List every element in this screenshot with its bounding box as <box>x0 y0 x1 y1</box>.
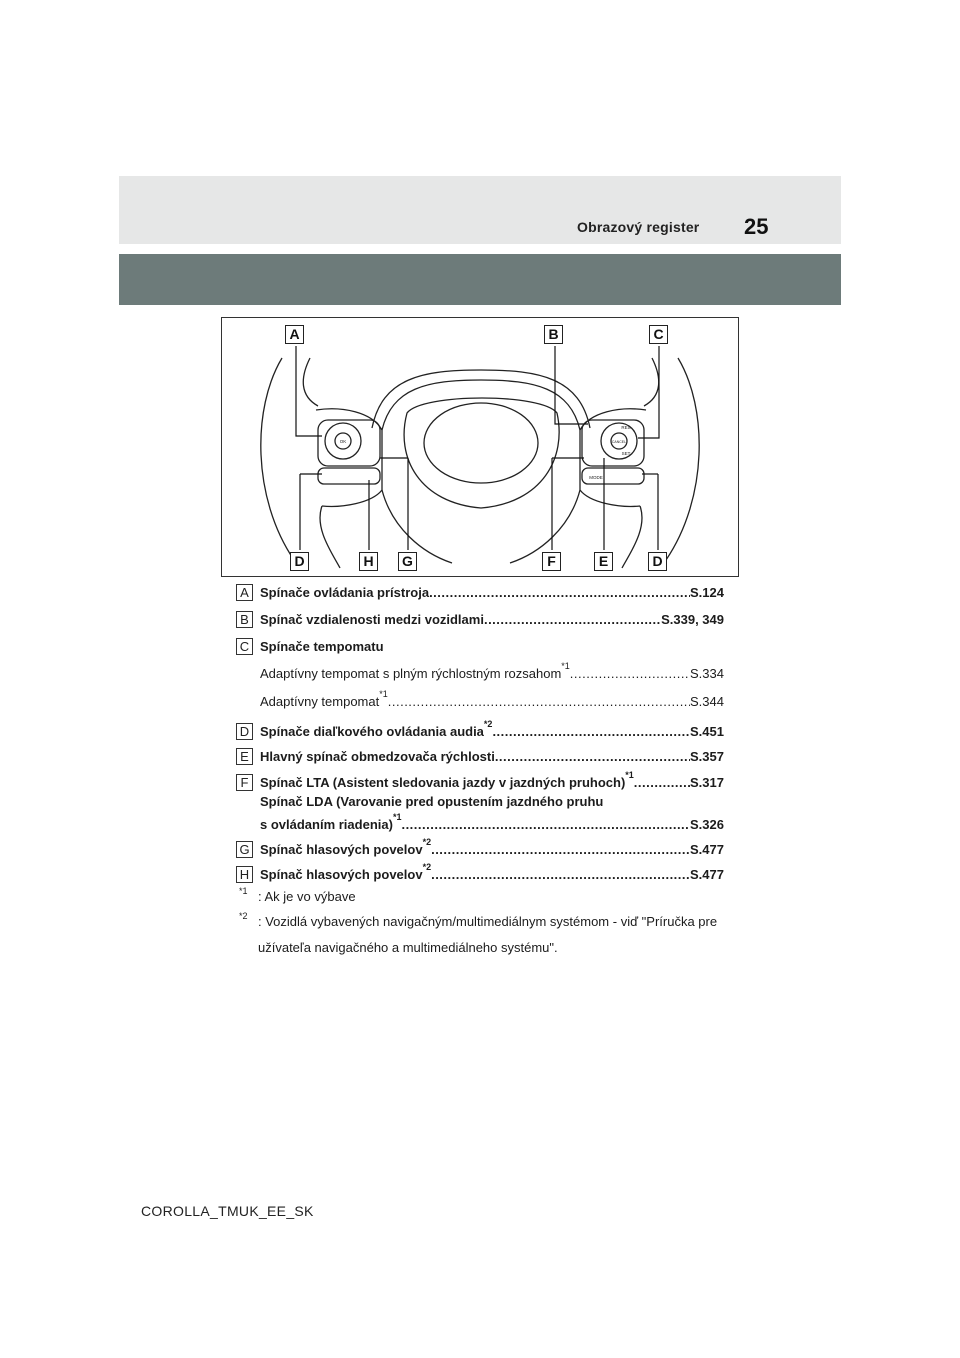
header-band <box>119 176 841 244</box>
entry-badge: A <box>236 584 253 601</box>
page-ref[interactable]: S.451 <box>690 724 724 739</box>
entry-line[interactable]: Spínače diaľkového ovládania audia *2 ..... S.451 <box>260 724 724 739</box>
entry-line[interactable]: Spínač vzdialenosti medzi vozidlami ..... S.339, 349 <box>260 612 724 627</box>
page-ref[interactable]: S.326 <box>690 817 724 832</box>
page-ref[interactable]: S.317 <box>690 775 724 790</box>
entry-line[interactable]: Spínač LTA (Asistent sledovania jazdy v jazdných pruhoch) *1 ..... S.317 <box>260 775 724 790</box>
entry-badge: G <box>236 841 253 858</box>
entry-line[interactable]: Spínače ovládania prístroja ..... S.124 <box>260 585 724 600</box>
entry-badge: F <box>236 774 253 791</box>
entry-line[interactable]: Spínač hlasových povelov *2 ..... S.477 <box>260 842 724 857</box>
page-ref[interactable]: S.477 <box>690 842 724 857</box>
entry-badge: C <box>236 638 253 655</box>
figure-label-g: G <box>398 552 417 571</box>
page-ref[interactable]: S.357 <box>690 749 724 764</box>
figure-label-d-left: D <box>290 552 309 571</box>
figure-label-d-right: D <box>648 552 667 571</box>
entry-badge: E <box>236 748 253 765</box>
page-ref[interactable]: S.344 <box>690 694 724 709</box>
figure-label-f: F <box>542 552 561 571</box>
entry-line[interactable]: Hlavný spínač obmedzovača rýchlosti ..... S.357 <box>260 749 724 764</box>
set-switch-text: SET <box>621 451 631 456</box>
mode-switch-text: MODE <box>589 475 603 480</box>
document-code: COROLLA_TMUK_EE_SK <box>141 1203 314 1219</box>
page-ref[interactable]: S.334 <box>690 666 724 681</box>
figure-label-c: C <box>649 325 668 344</box>
figure-label-h: H <box>359 552 378 571</box>
entry-line: Spínače tempomatu <box>260 639 384 654</box>
figure-label-e: E <box>594 552 613 571</box>
entry-badge: H <box>236 866 253 883</box>
entry-badge: B <box>236 611 253 628</box>
cancel-switch-text: CANCEL <box>611 440 627 444</box>
entry-line[interactable]: s ovládaním riadenia) *1 ..... S.326 <box>260 817 724 832</box>
entry-line[interactable]: Spínač hlasových povelov *2 ..... S.477 <box>260 867 724 882</box>
entry-subline[interactable]: Adaptívny tempomat s plným rýchlostným rozsahom *1 ..... S.334 <box>260 666 724 681</box>
steering-wheel-illustration <box>222 318 740 578</box>
steering-wheel-figure <box>221 317 739 577</box>
entry-subline[interactable]: Adaptívny tempomat *1 ..... S.344 <box>260 694 724 709</box>
page-ref[interactable]: S.339, 349 <box>661 612 724 627</box>
page-number: 25 <box>744 214 769 239</box>
page-ref[interactable]: S.124 <box>690 585 724 600</box>
res-switch-text: RES <box>621 425 631 430</box>
section-title: Obrazový register <box>577 219 700 235</box>
section-bar <box>119 254 841 305</box>
figure-label-a: A <box>285 325 304 344</box>
entry-line-continued: Spínač LDA (Varovanie pred opustením jazdného pruhu <box>260 794 604 809</box>
page-ref[interactable]: S.477 <box>690 867 724 882</box>
ok-switch-text: OK <box>339 439 347 444</box>
entry-badge: D <box>236 723 253 740</box>
figure-label-b: B <box>544 325 563 344</box>
